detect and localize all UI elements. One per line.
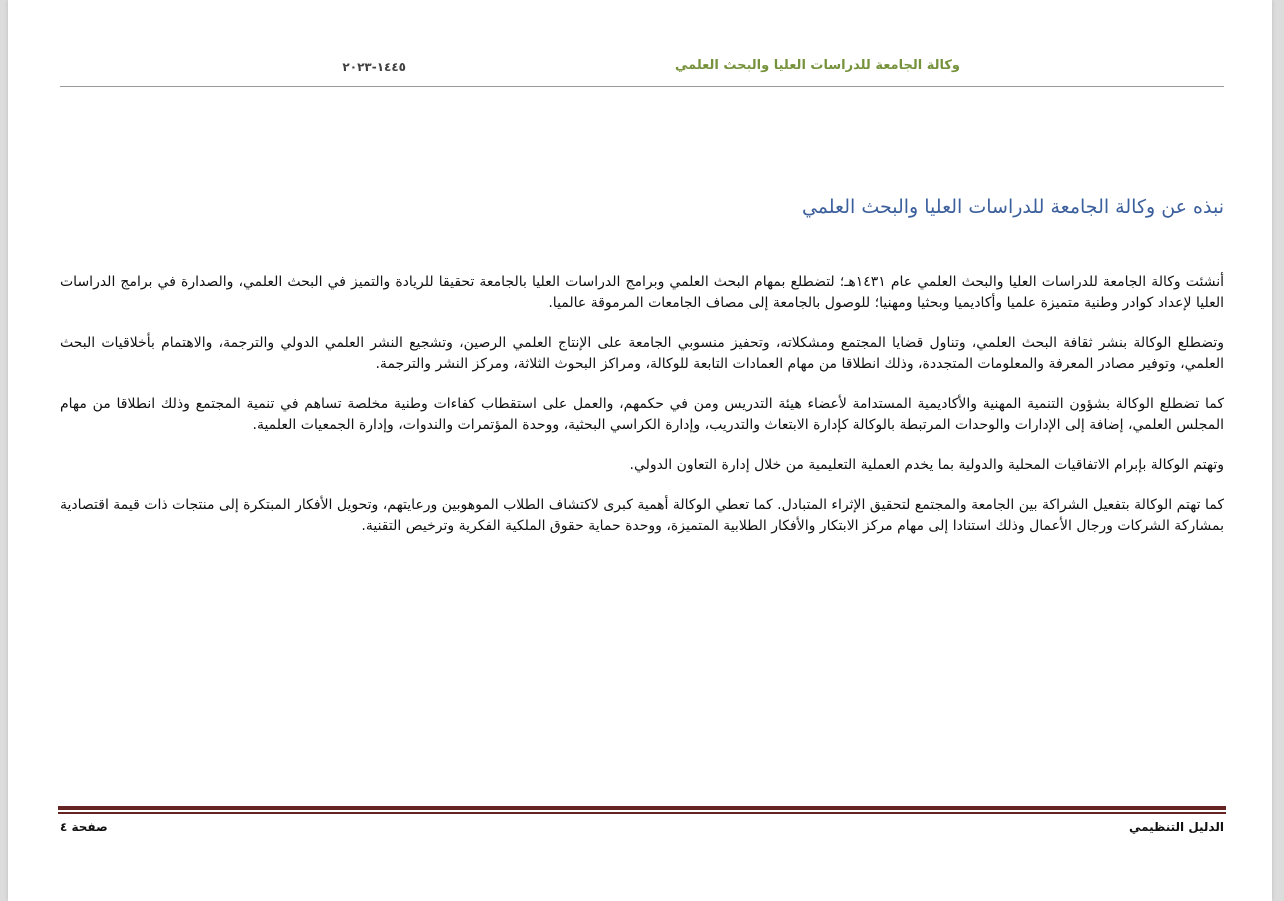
footer-document-name: الدليل التنظيمي: [1128, 820, 1224, 834]
section-title: نبذه عن وكالة الجامعة للدراسات العليا والبحث العلمي: [801, 196, 1224, 218]
header-title: وكالة الجامعة للدراسات العليا والبحث العلمي: [674, 58, 960, 73]
footer-rule-thin: [58, 812, 1226, 814]
paragraph-1: أنشئت وكالة الجامعة للدراسات العليا والبحث العلمي عام ١٤٣١هـ؛ لتضطلع بمهام البحث العلمي وبرامج الدراسات العليا بالجامعة تحقيقا للريادة والتميز في البحث العلمي، والصدارة في برامج الدراسات العليا لإعداد كوادر وطنية متميزة علميا وأكاديميا وبحثيا ومهنيا؛ للوصول بالجامعة إلى مصاف الجامعات المرموقة عالميا.: [60, 274, 1225, 311]
paragraph-2: وتضطلع الوكالة بنشر ثقافة البحث العلمي، وتناول قضايا المجتمع ومشكلاته، وتحفيز منسوبي الجامعة على الإنتاج العلمي الرصين، وتشجيع النشر العلمي الدولي والترجمة، والاهتمام بأخلاقيات البحث العلمي، وتوفير مصادر المعرفة والمعلومات المتجددة، وذلك انطلاقا من مهام العمادات التابعة للوكالة، ومراكز البحوث الثلاثة، ومركز النشر والترجمة.: [60, 335, 1224, 372]
footer-page-number: صفحة ٤: [60, 820, 108, 834]
document-page: [8, 0, 1272, 901]
header-year: ١٤٤٥-٢٠٢٣: [342, 60, 406, 74]
body-text: [60, 272, 1224, 556]
paragraph-3: كما تضطلع الوكالة بشؤون التنمية المهنية والأكاديمية المستدامة لأعضاء هيئة التدريس ومن في حكمهم، والعمل على استقطاب كفاءات وطنية مخلصة تساهم في تنمية المجتمع وذلك انطلاقا من مهام المجلس العلمي، إضافة إلى الإدارات والوحدات المرتبطة بالوكالة كإدارة الابتعاث والتدريب، وإدارة الكراسي البحثية، ووحدة المؤتمرات والندوات، وإدارة الجمعيات العلمية.: [60, 396, 1224, 433]
page-header: [60, 54, 1224, 87]
paragraph-5: كما تهتم الوكالة بتفعيل الشراكة بين الجامعة والمجتمع لتحقيق الإثراء المتبادل. كما تعطي الوكالة أهمية كبرى لاكتشاف الطلاب الموهوبين ورعايتهم، وتحويل الأفكار المبتكرة إلى منتجات ذات قيمة اقتصادية بمشاركة الشركات ورجال الأعمال وذلك استنادا إلى مهام مركز الابتكار والأفكار الطلابية المتميزة، ووحدة حماية حقوق الملكية الفكرية وترخيص التقنية.: [60, 497, 1224, 534]
header-year-area: [60, 54, 424, 82]
paragraph-4: وتهتم الوكالة بإبرام الاتفاقيات المحلية والدولية بما يخدم العملية التعليمية من خلال إدارة التعاون الدولي.: [629, 457, 1224, 473]
footer-rule-thick: [58, 806, 1226, 810]
